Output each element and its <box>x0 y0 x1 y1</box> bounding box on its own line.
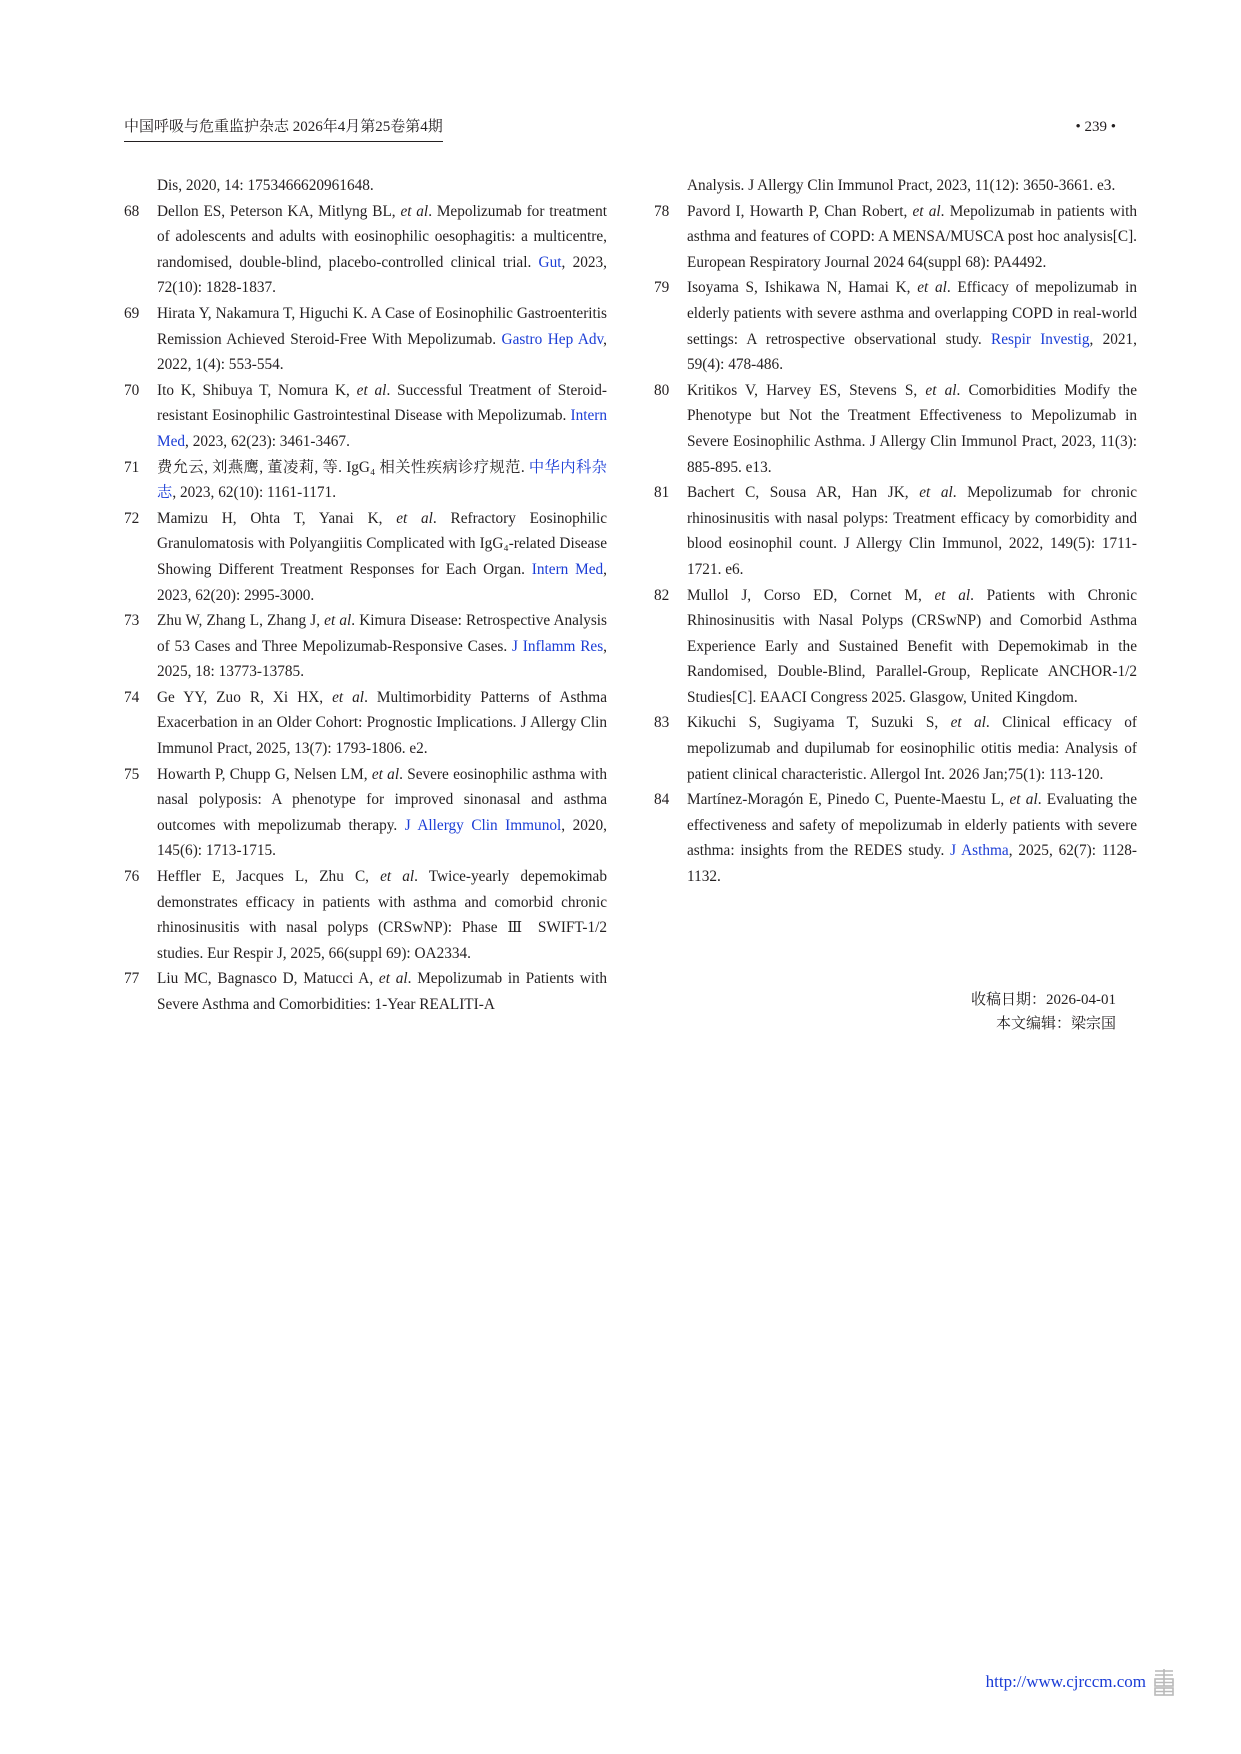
reference-segment: . Comorbidities Modify the Phenotype but Not the Treatment Effectiveness to Mepolizumab in Severe Eosinophilic Asthma. J Allergy Clin Immunol Pract, 2023, 11(3): 885-895. e13. <box>687 381 1137 476</box>
reference-item <box>124 608 607 685</box>
et-al-italic: et al <box>1009 791 1038 809</box>
reference-segment: . Mepolizumab for treatment of adolescents and adults with eosinophilic oesophagitis: a multicentre, randomised, double-blind, placebo-controlled clinical trial. <box>157 202 607 271</box>
reference-text <box>687 382 1137 476</box>
journal-link[interactable]: 中华内科杂志 <box>157 458 607 502</box>
reference-text <box>687 791 1137 885</box>
journal-link[interactable]: J Inflamm Res <box>511 637 604 655</box>
reference-number: 82 <box>654 586 670 604</box>
reference-text <box>687 587 1137 706</box>
reference-segment: , 2023, 62(20): 2995-3000. <box>157 560 607 604</box>
reference-text <box>157 970 607 1013</box>
reference-text <box>157 612 607 680</box>
reference-number: 81 <box>654 484 670 502</box>
reference-text <box>687 279 1137 373</box>
reference-item <box>654 480 1137 582</box>
reference-item <box>124 455 607 506</box>
et-al-italic: et al <box>396 509 433 527</box>
reference-number: 75 <box>124 765 140 783</box>
reference-number: 79 <box>654 279 670 297</box>
reference-column-left <box>124 173 607 1018</box>
reference-segment: . Refractory Eosinophilic Granulomatosis with Polyangiitis Complicated with IgG₄-related Disease Showing Different Treatment Responses for Each Organ. <box>157 509 607 578</box>
reference-item <box>124 199 607 301</box>
journal-link[interactable]: J Asthma <box>950 842 1009 860</box>
reference-item <box>654 787 1137 889</box>
reference-segment: , 2021, 59(4): 478-486. <box>687 330 1137 374</box>
et-al-italic: et al <box>934 586 971 604</box>
reference-text <box>157 459 607 502</box>
et-al-italic: et al <box>378 970 408 988</box>
journal-header: 中国呼吸与危重监护杂志 2026年4月第25卷第4期 <box>124 117 443 142</box>
reference-segment: . Kimura Disease: Retrospective Analysis of 53 Cases and Three Mepolizumab-Responsive Cases. <box>157 612 608 655</box>
reference-column-right <box>654 173 1137 890</box>
reference-item <box>654 173 1137 199</box>
editor-name: 本文编辑：梁宗国 <box>995 1016 1116 1032</box>
reference-item <box>654 199 1137 276</box>
journal-link[interactable]: Gastro Hep Adv <box>501 330 604 348</box>
et-al-italic: et al <box>371 765 400 783</box>
reference-segment: Bachert C, Sousa AR, Han JK, <box>687 484 920 502</box>
et-al-italic: et al <box>925 381 957 399</box>
reference-segment: . Efficacy of mepolizumab in elderly patients with severe asthma and overlapping COPD in real-world settings: A retrospective observational study. <box>687 279 1138 348</box>
reference-segment: . Mepolizumab in Patients with Severe Asthma and Comorbidities: 1-Year REALITI-A <box>157 970 607 1013</box>
journal-link[interactable]: Respir Investig <box>991 330 1090 348</box>
journal-link[interactable]: Intern Med <box>157 407 607 450</box>
et-al-italic: et al <box>380 868 415 886</box>
reference-text <box>157 510 607 604</box>
reference-item <box>124 378 607 455</box>
reference-number: 84 <box>654 791 670 809</box>
reference-text <box>687 714 1137 782</box>
reference-item <box>654 583 1137 711</box>
reference-segment: Dellon ES, Peterson KA, Mitlyng BL, <box>157 202 401 220</box>
journal-link[interactable]: Intern Med <box>531 560 604 578</box>
reference-segment: . Twice-yearly depemokimab demonstrates efficacy in patients with asthma and comorbid chronic rhinosinusitis with nasal polyps (CRSwNP): Phase Ⅲ SWIFT-1/2 studies. Eur Respir J, 2025, 66(suppl 69): OA2334. <box>157 868 607 962</box>
reference-number: 77 <box>124 970 140 988</box>
reference-segment: , 2023, 62(10): 1161-1171. <box>172 484 337 502</box>
reference-item <box>654 378 1137 480</box>
reference-number: 83 <box>654 714 670 732</box>
reference-segment: Mamizu H, Ohta T, Yanai K, <box>157 509 397 527</box>
reference-number: 76 <box>124 868 140 886</box>
reference-item <box>124 506 607 608</box>
reference-segment: Heffler E, Jacques L, Zhu C, <box>157 868 381 886</box>
reference-segment: . Mepolizumab in patients with asthma and features of COPD: A MENSA/MUSCA post hoc analysis[C]. European Respiratory Journal 2024 64(suppl 68): PA4492. <box>687 202 1137 271</box>
reference-segment: Liu MC, Bagnasco D, Matucci A, <box>157 970 379 988</box>
reference-text <box>157 766 607 860</box>
page-number: • 239 • <box>1075 119 1116 135</box>
reference-segment: Kritikos V, Harvey ES, Stevens S, <box>687 381 926 399</box>
et-al-italic: et al <box>400 202 429 220</box>
reference-text <box>157 382 607 450</box>
reference-segment: . Clinical efficacy of mepolizumab and dupilumab for eosinophilic otitis media: Analysis of patient clinical characteristic. Allergol Int. 2026 Jan;75(1): 113-120. <box>687 714 1137 783</box>
reference-segment: Zhu W, Zhang L, Zhang J, <box>157 612 325 630</box>
reference-number: 72 <box>124 509 140 527</box>
et-al-italic: et al <box>356 381 387 399</box>
website-link[interactable]: http://www.cjrccm.com <box>985 1672 1146 1691</box>
reference-number: 78 <box>654 202 670 220</box>
reference-item <box>124 966 607 1017</box>
footer <box>986 1667 1176 1697</box>
reference-item <box>654 275 1137 377</box>
reference-item <box>124 864 607 966</box>
reference-number: 69 <box>124 304 140 322</box>
reference-segment: , 2022, 1(4): 553-554. <box>157 330 607 374</box>
et-al-italic: et al <box>919 484 953 502</box>
reference-segment: Analysis. J Allergy Clin Immunol Pract, 2023, 11(12): 3650-3661. e3. <box>687 177 1116 194</box>
et-al-italic: et al <box>332 688 365 706</box>
reference-number: 70 <box>124 381 140 399</box>
reference-item <box>124 685 607 762</box>
reference-segment: . Successful Treatment of Steroid-resistant Eosinophilic Gastrointestinal Disease with Mepolizumab. <box>157 381 608 425</box>
reference-segment: Pavord I, Howarth P, Chan Robert, <box>687 202 913 220</box>
reference-segment: Howarth P, Chupp G, Nelsen LM, <box>157 765 372 783</box>
received-date: 收稿日期：2026-04-01 <box>971 992 1116 1008</box>
reference-number: 68 <box>124 202 140 220</box>
reference-segment: Ge YY, Zuo R, Xi HX, <box>157 688 333 706</box>
reference-segment: Hirata Y, Nakamura T, Higuchi K. A Case of Eosinophilic Gastroenteritis Remission Achieved Steroid-Free With Mepolizumab. <box>157 304 607 348</box>
reference-item <box>654 710 1137 787</box>
reference-segment: Dis, 2020, 14: 1753466620961648. <box>157 177 374 194</box>
reference-segment: , 2025, 62(7): 1128-1132. <box>687 842 1137 886</box>
reference-number: 73 <box>124 612 140 630</box>
reference-segment: . Mepolizumab for chronic rhinosinusitis with nasal polyps: Treatment efficacy by comorbidity and blood eosinophil count. J Allergy Clin Immunol, 2022, 149(5): 1711-1721. e6. <box>687 484 1138 578</box>
reference-segment: Ito K, Shibuya T, Nomura K, <box>157 381 357 399</box>
reference-text <box>157 203 607 297</box>
reference-item <box>124 301 607 378</box>
reference-segment: , 2023, 62(23): 3461-3467. <box>185 432 350 450</box>
reference-text <box>687 177 1115 194</box>
et-al-italic: et al <box>324 612 352 630</box>
reference-segment: , 2025, 18: 13773-13785. <box>157 637 607 681</box>
reference-segment: 费允云, 刘燕鹰, 董凌莉, 等. IgG₄ 相关性疾病诊疗规范. <box>157 458 529 476</box>
reference-item <box>124 762 607 864</box>
reference-number: 80 <box>654 381 670 399</box>
reference-segment: , 2023, 72(10): 1828-1837. <box>157 253 607 297</box>
reference-text <box>157 177 374 194</box>
reference-number: 71 <box>124 458 140 476</box>
reference-number: 74 <box>124 688 140 706</box>
et-al-italic: et al <box>912 202 941 220</box>
reference-segment: . Multimorbidity Patterns of Asthma Exacerbation in an Older Cohort: Prognostic Implications. J Allergy Clin Immunol Pract, 2025, 13(7): 1793-1806. e2. <box>157 688 607 758</box>
reference-segment: Isoyama S, Ishikawa N, Hamai K, <box>687 279 918 297</box>
et-al-italic: et al <box>917 279 947 297</box>
reference-segment: Martínez-Moragón E, Pinedo C, Puente-Maestu L, <box>687 791 1010 809</box>
reference-text <box>687 203 1137 271</box>
reference-text <box>157 305 607 373</box>
reference-text <box>687 484 1137 578</box>
reference-text <box>157 689 607 757</box>
reference-segment: . Severe eosinophilic asthma with nasal polyposis: A phenotype for improved sinonasal and asthma outcomes with mepolizumab therapy. <box>157 765 607 834</box>
et-al-italic: et al <box>950 714 986 732</box>
reference-segment: . Evaluating the effectiveness and safety of mepolizumab in elderly patients with severe asthma: insights from the REDES study. <box>687 791 1138 860</box>
journal-link[interactable]: J Allergy Clin Immunol <box>404 816 562 834</box>
reference-segment: . Patients with Chronic Rhinosinusitis with Nasal Polyps (CRSwNP) and Comorbid Asthma Experience Early and Sustained Benefit with Depemokimab in the Randomised, Double-Blind, Parallel-Group, Replicate ANCHOR-1/2 Studies[C]. EAACI Congress 2025. Glasgow, United Kingdom. <box>687 586 1137 706</box>
journal-logo-icon <box>1152 1667 1176 1697</box>
reference-segment: , 2020, 145(6): 1713-1715. <box>157 816 607 860</box>
reference-item <box>124 173 607 199</box>
reference-segment: Mullol J, Corso ED, Cornet M, <box>687 586 935 604</box>
journal-link[interactable]: Gut <box>538 253 562 271</box>
reference-text <box>157 868 607 962</box>
article-meta <box>971 988 1116 1036</box>
reference-segment: Kikuchi S, Sugiyama T, Suzuki S, <box>687 714 951 732</box>
